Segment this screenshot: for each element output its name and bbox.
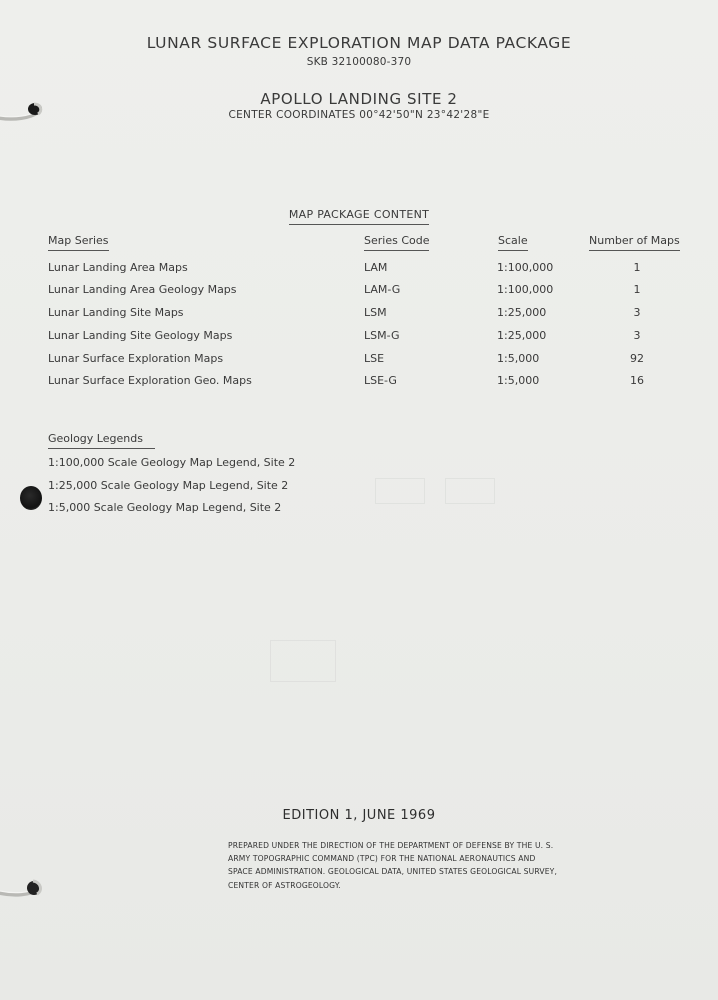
cell-series: Lunar Landing Site Geology Maps [48,329,233,342]
column-header-code: Series Code [364,234,429,247]
cell-scale: 1:5,000 [497,352,540,365]
document-title: LUNAR SURFACE EXPLORATION MAP DATA PACKAGE [146,34,572,52]
binder-ring-bottom-icon [0,877,45,901]
column-header-series: Map Series [48,234,109,247]
cell-count: 1 [633,261,641,274]
cell-code: LSE [364,352,385,365]
column-header-scale: Scale [498,234,528,247]
cell-scale: 1:25,000 [497,306,547,319]
cell-code: LSE-G [364,374,397,387]
cell-series: Lunar Landing Site Maps [48,306,184,319]
list-item: 1:100,000 Scale Geology Map Legend, Site 2 [48,456,296,469]
show-through-mark [375,478,425,504]
cell-scale: 1:100,000 [497,261,554,274]
cell-code: LAM [364,261,388,274]
cell-code: LAM-G [364,283,401,296]
cell-series: Lunar Surface Exploration Geo. Maps [48,374,252,387]
cell-code: LSM-G [364,329,400,342]
cell-series: Lunar Surface Exploration Maps [48,352,224,365]
cell-count: 1 [633,283,641,296]
list-item: 1:25,000 Scale Geology Map Legend, Site 2 [48,479,289,492]
cell-count: 16 [630,374,644,387]
geology-legends-heading: Geology Legends [48,432,155,445]
section-title-text: MAP PACKAGE CONTENT [289,208,429,225]
show-through-mark [270,640,336,682]
binder-hole-icon [20,486,42,510]
cell-scale: 1:25,000 [497,329,547,342]
cell-series: Lunar Landing Area Maps [48,261,188,274]
cell-scale: 1:100,000 [497,283,554,296]
site-title: APOLLO LANDING SITE 2 [260,90,458,108]
section-title [0,208,718,221]
prepared-statement: PREPARED UNDER THE DIRECTION OF THE DEPARTMENT OF DEFENSE BY THE U. S. ARMY TOPOGRAPHIC COMMAND (TPC) FOR THE NATIONAL AERONAUTICS AND SPACE ADMINISTRATION. GEOLOGICAL DATA, UNITED STATES GEOLOGICAL SURVEY, CENTER OF ASTROGEOLOGY. [228,841,558,890]
cell-series: Lunar Landing Area Geology Maps [48,283,237,296]
cell-count: 3 [633,329,641,342]
list-item: 1:5,000 Scale Geology Map Legend, Site 2 [48,501,282,514]
cell-code: LSM [364,306,387,319]
document-code: SKB 32100080-370 [306,56,412,68]
show-through-mark [445,478,495,504]
cell-count: 92 [630,352,644,365]
cell-count: 3 [633,306,641,319]
cell-scale: 1:5,000 [497,374,540,387]
edition-label: EDITION 1, JUNE 1969 [282,808,436,823]
column-header-count: Number of Maps [589,234,680,247]
center-coordinates: CENTER COORDINATES 00°42'50"N 23°42'28"E [228,109,490,121]
